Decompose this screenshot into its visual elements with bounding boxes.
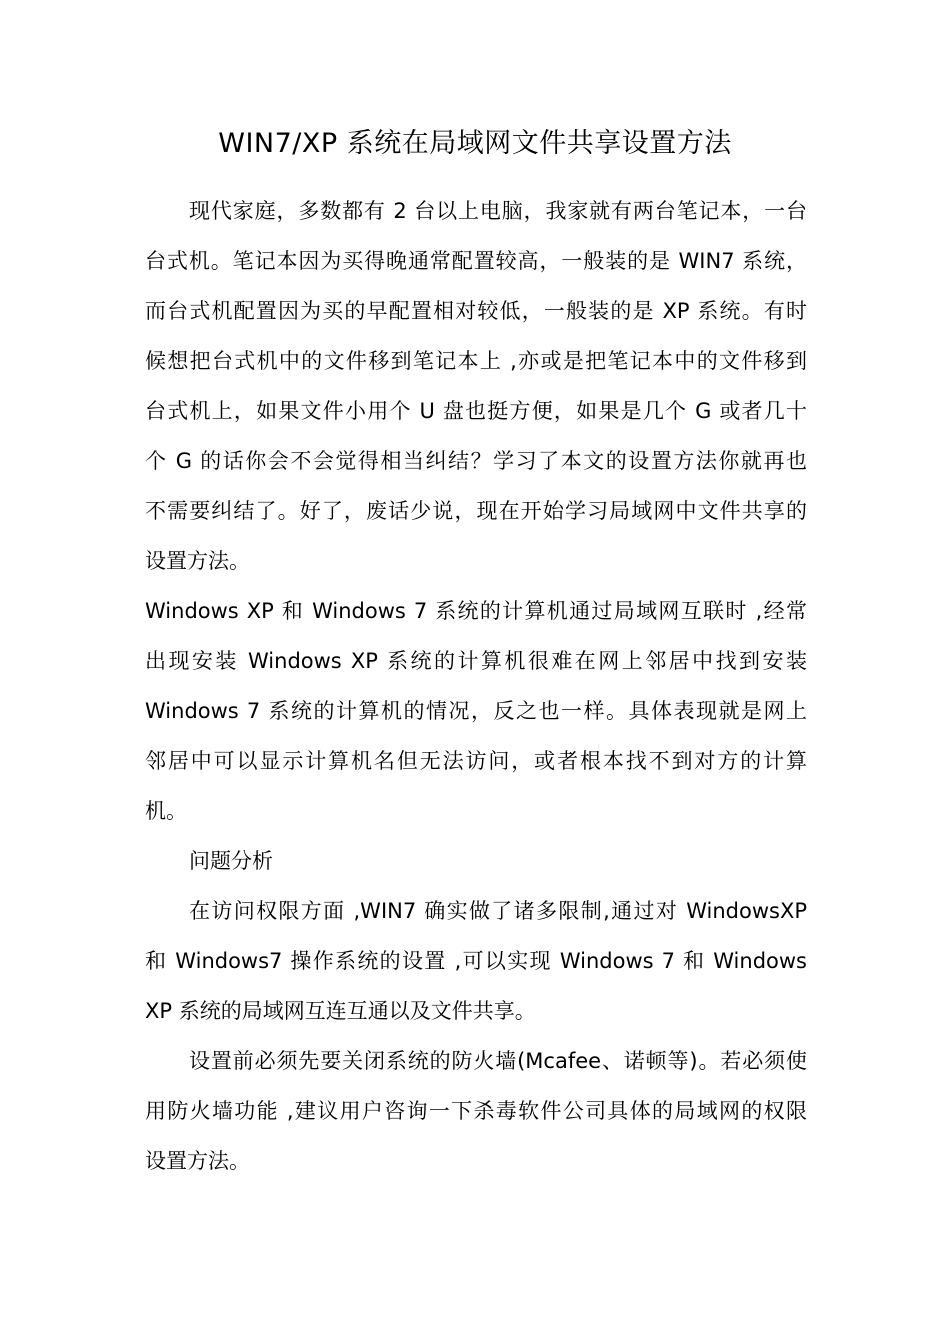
text-line: 机。 — [145, 799, 187, 823]
text-line: Windows 7 系统的计算机的情况，反之也一样。具体表现就是网上 — [145, 699, 807, 723]
document-title: WIN7/XP 系统在局域网文件共享设置方法 — [218, 128, 732, 159]
text-line: 和 Windows7 操作系统的设置 ,可以实现 Windows 7 和 Windows — [145, 949, 807, 973]
text-line: 台式机。笔记本因为买得晚通常配置较高，一般装的是 WIN7 系统， — [145, 249, 807, 273]
text-line: 设置方法。 — [145, 1149, 250, 1173]
document-body — [145, 186, 807, 1186]
text-line: 而台式机配置因为买的早配置相对较低，一般装的是 XP 系统。有时 — [145, 299, 807, 323]
paragraph — [145, 186, 807, 586]
text-line: 候想把台式机中的文件移到笔记本上 ,亦或是把笔记本中的文件移到 — [145, 349, 807, 373]
paragraph — [145, 886, 807, 1036]
paragraph — [145, 1036, 807, 1186]
text-line: XP 系统的局域网互连互通以及文件共享。 — [145, 999, 536, 1023]
section-heading: 问题分析 — [189, 849, 273, 873]
text-line: 出现安装 Windows XP 系统的计算机很难在网上邻居中找到安装 — [145, 649, 807, 673]
text-line: 邻居中可以显示计算机名但无法访问，或者根本找不到对方的计算 — [145, 749, 807, 773]
paragraph — [145, 586, 807, 836]
text-line: 设置方法。 — [145, 549, 250, 573]
text-line: Windows XP 和 Windows 7 系统的计算机通过局域网互联时 ,经常 — [145, 599, 807, 623]
text-line: 个 G 的话你会不会觉得相当纠结？学习了本文的设置方法你就再也 — [145, 449, 807, 473]
text-line: 用防火墙功能 ,建议用户咨询一下杀毒软件公司具体的局域网的权限 — [145, 1099, 807, 1123]
text-line: 在访问权限方面 ,WIN7 确实做了诸多限制,通过对 WindowsXP — [189, 899, 807, 923]
text-line: 不需要纠结了。好了，废话少说，现在开始学习局域网中文件共享的 — [145, 499, 807, 523]
text-line: 设置前必须先要关闭系统的防火墙(Mcafee、诺顿等)。若必须使 — [189, 1049, 807, 1073]
text-line: 现代家庭，多数都有 2 台以上电脑，我家就有两台笔记本，一台 — [189, 199, 807, 223]
text-line: 台式机上，如果文件小用个 U 盘也挺方便，如果是几个 G 或者几十 — [145, 399, 807, 423]
paragraph — [145, 836, 807, 886]
